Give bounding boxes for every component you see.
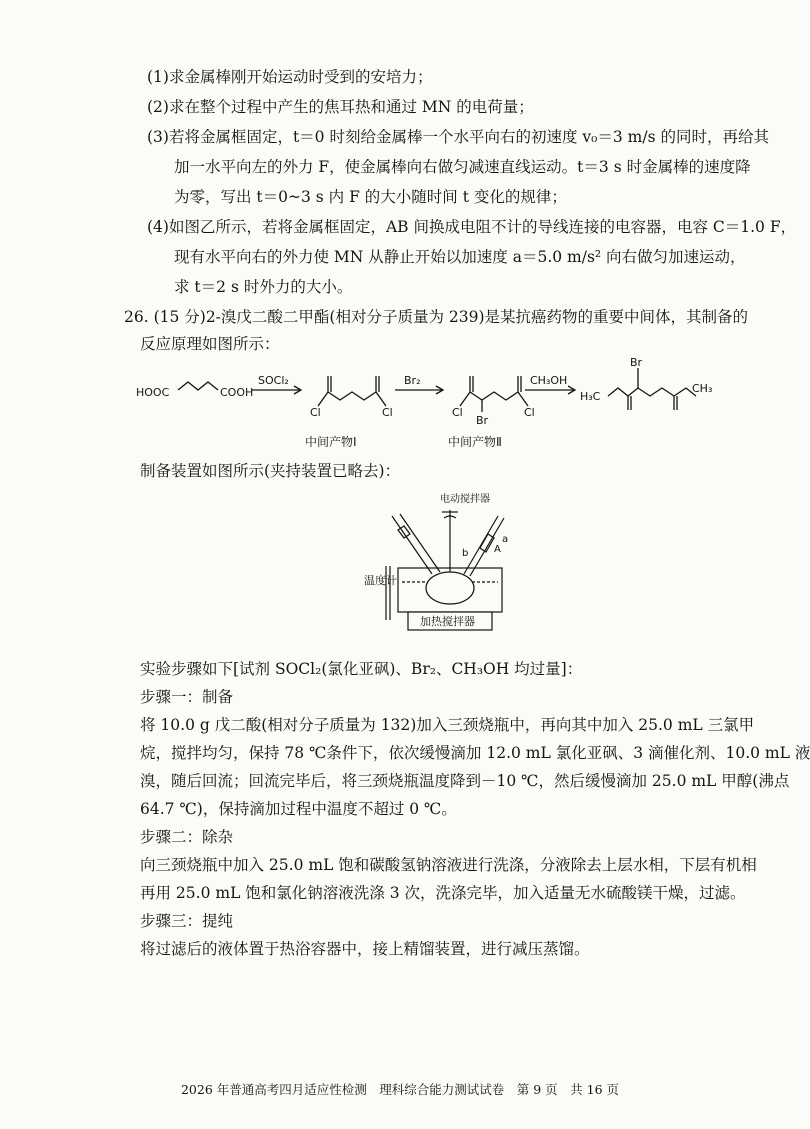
scheme-int2-br: Br: [476, 414, 489, 427]
intermediate-2-chain: [460, 392, 528, 406]
apparatus-label-b: b: [462, 548, 469, 559]
scheme-int1-cl-right: Cl: [382, 406, 393, 419]
scheme-reagent-br2: Br₂: [404, 374, 421, 387]
scheme-product-ch3: CH₃: [692, 382, 713, 395]
chem-question-26-line-1: 26. (15 分)2-溴戊二酸二甲酯(相对分子质量为 239)是某抗癌药物的重要中间体，其制备的: [124, 308, 749, 326]
physics-question-3-line-2: 加一水平向左的外力 F，使金属棒向右做匀减速直线运动。t＝3 s 时金属棒的速度降: [174, 158, 751, 176]
apparatus-label-a: a: [502, 534, 509, 545]
scheme-reagent-ch3oh: CH₃OH: [530, 374, 568, 387]
scheme-reactant-cooh: COOH: [220, 386, 254, 399]
step2-line-2: 再用 25.0 mL 饱和氯化钠溶液洗涤 3 次，洗涤完毕，加入适量无水硫酸镁干燥，过滤。: [140, 884, 746, 902]
physics-question-4-line-1: (4)如图乙所示，若将金属框固定，AB 间换成电阻不计的导线连接的电容器，电容 C＝1.0 F，: [147, 218, 797, 236]
scheme-int2-cl-left: Cl: [452, 406, 463, 419]
scheme-intermediate-2-label: 中间产物Ⅱ: [448, 435, 502, 449]
step1-line-3: 溴，随后回流；回流完毕后，将三颈烧瓶温度降到－10 ℃，然后缓慢滴加 25.0 mL 甲醇(沸点: [140, 772, 790, 790]
scheme-reactant-hooc: HOOC: [136, 386, 170, 399]
physics-question-4-line-3: 求 t＝2 s 时外力的大小。: [174, 278, 353, 296]
step1-title: 步骤一：制备: [140, 688, 234, 706]
step1-line-1: 将 10.0 g 戊二酸(相对分子质量为 132)加入三颈烧瓶中，再向其中加入 25.0 mL 三氯甲: [140, 716, 755, 734]
physics-question-2: (2)求在整个过程中产生的焦耳热和通过 MN 的电荷量；: [147, 98, 534, 116]
three-neck-flask: [426, 572, 474, 604]
scheme-int2-cl-right: Cl: [524, 406, 535, 419]
page-footer: 2026 年普通高考四月适应性检测 理科综合能力测试试卷 第 9 页 共 16 页: [180, 1082, 620, 1097]
scheme-intermediate-1-label: 中间产物Ⅰ: [305, 435, 357, 449]
scheme-reagent-socl2: SOCl₂: [258, 374, 289, 387]
intermediate-1-chain: [318, 392, 386, 406]
step3-line-1: 将过滤后的液体置于热浴容器中，接上精馏装置，进行减压蒸馏。: [140, 940, 590, 958]
apparatus-thermometer-label: 温度计: [364, 574, 397, 587]
apparatus-intro: 制备装置如图所示(夹持装置已略去)：: [140, 462, 401, 480]
apparatus-stirrer-label: 电动搅拌器: [440, 494, 490, 505]
steps-intro: 实验步骤如下[试剂 SOCl₂(氯化亚砜)、Br₂、CH₃OH 均过量]：: [140, 660, 583, 678]
apparatus-heater-label: 加热搅拌器: [420, 615, 475, 628]
chem-question-26-line-2: 反应原理如图所示：: [140, 335, 280, 353]
product-chain: [608, 388, 696, 396]
physics-question-3-line-3: 为零，写出 t＝0~3 s 内 F 的大小随时间 t 变化的规律；: [174, 188, 567, 206]
physics-question-1: (1)求金属棒刚开始运动时受到的安培力；: [147, 68, 433, 86]
physics-question-3-line-1: (3)若将金属框固定，t＝0 时刻给金属棒一个水平向右的初速度 v₀＝3 m/s 的同时，再给其: [147, 128, 769, 146]
step3-title: 步骤三：提纯: [140, 912, 234, 930]
step1-line-4: 64.7 ℃)，保持滴加过程中温度不超过 0 ℃。: [140, 800, 457, 818]
scheme-int1-cl-left: Cl: [310, 406, 321, 419]
apparatus-label-A: A: [494, 544, 501, 555]
reaction-scheme: [130, 356, 713, 456]
step2-title: 步骤二：除杂: [140, 828, 234, 846]
step1-line-2: 烷，搅拌均匀，保持 78 ℃条件下，依次缓慢滴加 12.0 mL 氯化亚砜、3 滴催化剂、10.0 mL 液: [140, 744, 810, 762]
step2-line-1: 向三颈烧瓶中加入 25.0 mL 饱和碳酸氢钠溶液进行洗涤，分液除去上层水相，下层有机相: [140, 856, 757, 874]
apparatus-diagram: [360, 490, 520, 640]
scheme-product-br: Br: [630, 356, 643, 369]
scheme-product-h3c: H₃C: [580, 390, 601, 403]
glutaric-acid-chain: [178, 382, 218, 390]
physics-question-4-line-2: 现有水平向右的外力使 MN 从静止开始以加速度 a＝5.0 m/s² 向右做匀加速运动，: [174, 248, 746, 266]
